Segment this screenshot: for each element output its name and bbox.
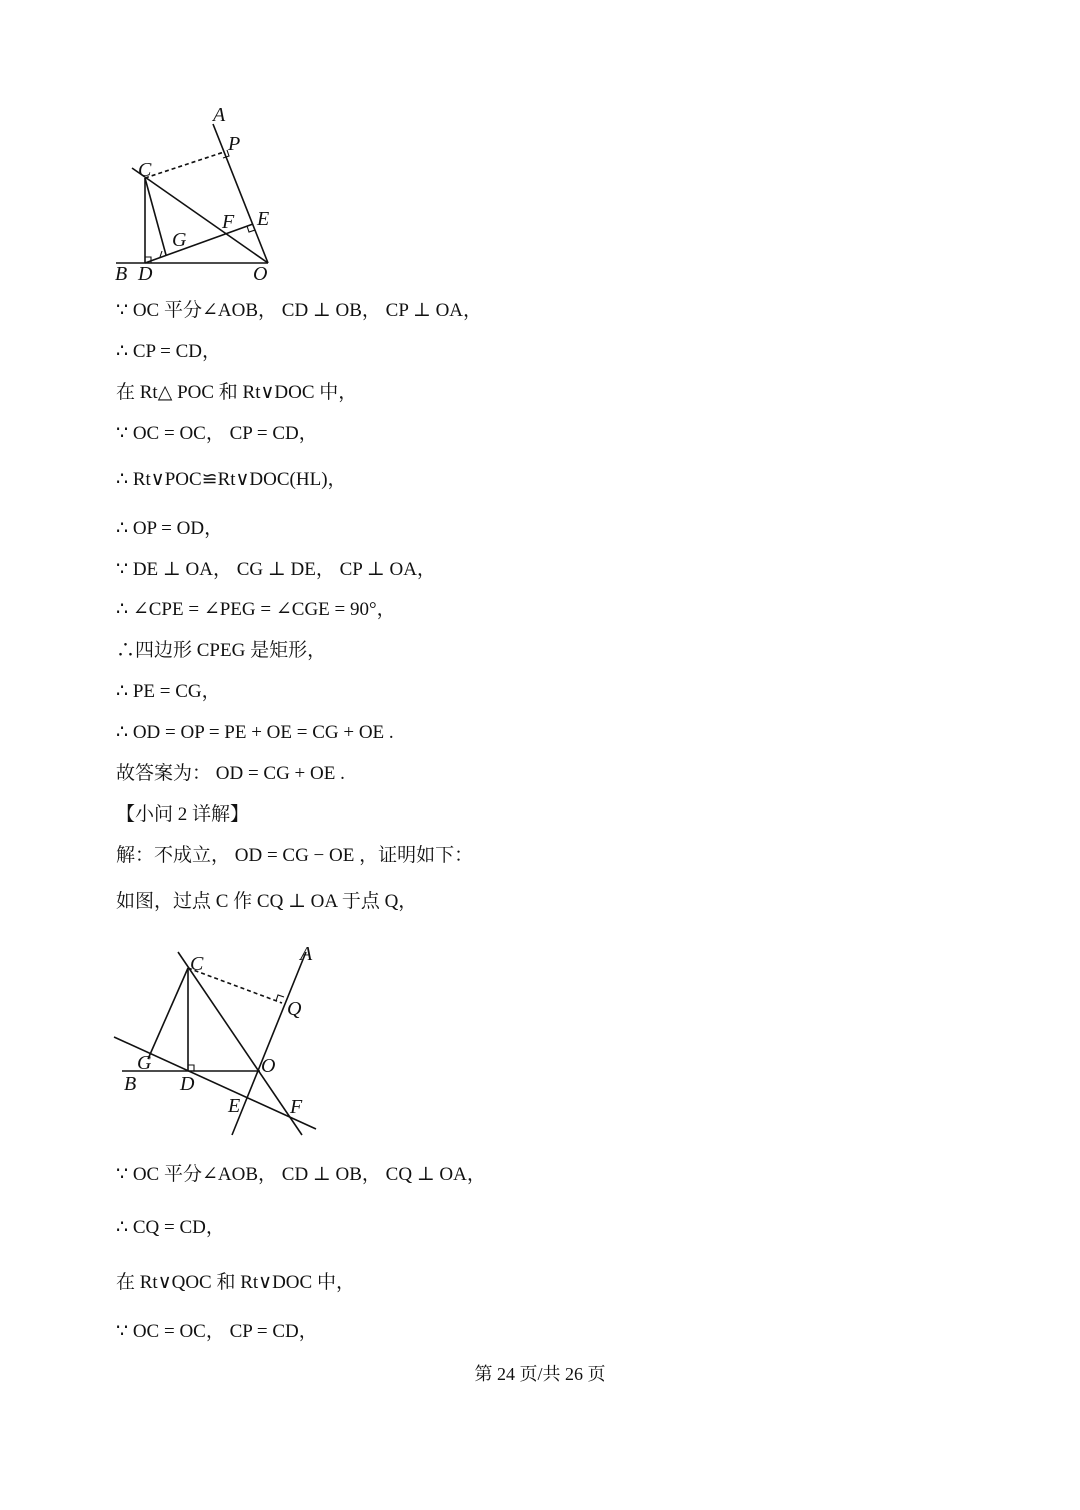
proof-line: 如图，过点 C 作 CQ ⊥ OA 于点 Q， [116, 891, 418, 912]
label-O: O [261, 1055, 276, 1077]
label-P: P [228, 133, 241, 155]
proof-line: ∴ Rt∨POC≌Rt∨DOC(HL)， [116, 469, 347, 490]
proof-line: ∴ CQ = CD， [116, 1217, 225, 1238]
proof-line: ∴四边形 CPEG 是矩形， [116, 640, 327, 661]
label-D: D [138, 263, 153, 285]
proof-line: 解：不成立， OD = CG − OE ，证明如下： [116, 845, 474, 866]
proof-line: ∴ ∠CPE = ∠PEG = ∠CGE = 90°， [116, 599, 396, 620]
proof-line: ∵ OC = OC， CP = CD， [116, 1321, 318, 1342]
label-B: B [124, 1073, 137, 1095]
proof-line: 在 Rt∨QOC 和 Rt∨DOC 中， [116, 1272, 355, 1293]
geometry-figure-1 [110, 100, 290, 290]
proof-line: ∵ OC = OC， CP = CD， [116, 423, 318, 444]
proof-line: ∵ DE ⊥ OA， CG ⊥ DE， CP ⊥ OA， [116, 559, 436, 580]
label-D: D [180, 1073, 195, 1095]
label-A: A [300, 943, 313, 965]
proof-line: ∴ OP = OD， [116, 518, 224, 539]
section-heading: 【小问 2 详解】 [116, 804, 250, 825]
label-G: G [137, 1052, 152, 1074]
label-C: C [138, 159, 152, 181]
label-F: F [290, 1096, 303, 1118]
proof-line: 在 Rt△ POC 和 Rt∨DOC 中， [116, 382, 358, 403]
proof-line: ∵ OC 平分∠AOB， CD ⊥ OB， CP ⊥ OA， [116, 300, 483, 321]
label-F: F [222, 211, 235, 233]
label-E: E [228, 1095, 241, 1117]
label-C: C [190, 953, 204, 975]
proof-line: ∴ CP = CD， [116, 341, 221, 362]
proof-line: ∴ OD = OP = PE + OE = CG + OE . [116, 722, 394, 743]
proof-line: ∴ PE = CG， [116, 681, 221, 702]
proof-line: ∵ OC 平分∠AOB， CD ⊥ OB， CQ ⊥ OA， [116, 1164, 486, 1185]
page-footer: 第 24 页/共 26 页 [474, 1364, 606, 1384]
label-B: B [115, 263, 128, 285]
label-Q: Q [287, 998, 302, 1020]
label-E: E [257, 208, 270, 230]
answer-line: 故答案为： OD = CG + OE . [116, 763, 345, 784]
geometry-figure-2 [110, 940, 330, 1140]
label-G: G [172, 229, 187, 251]
label-A: A [213, 104, 226, 126]
label-O: O [253, 263, 268, 285]
